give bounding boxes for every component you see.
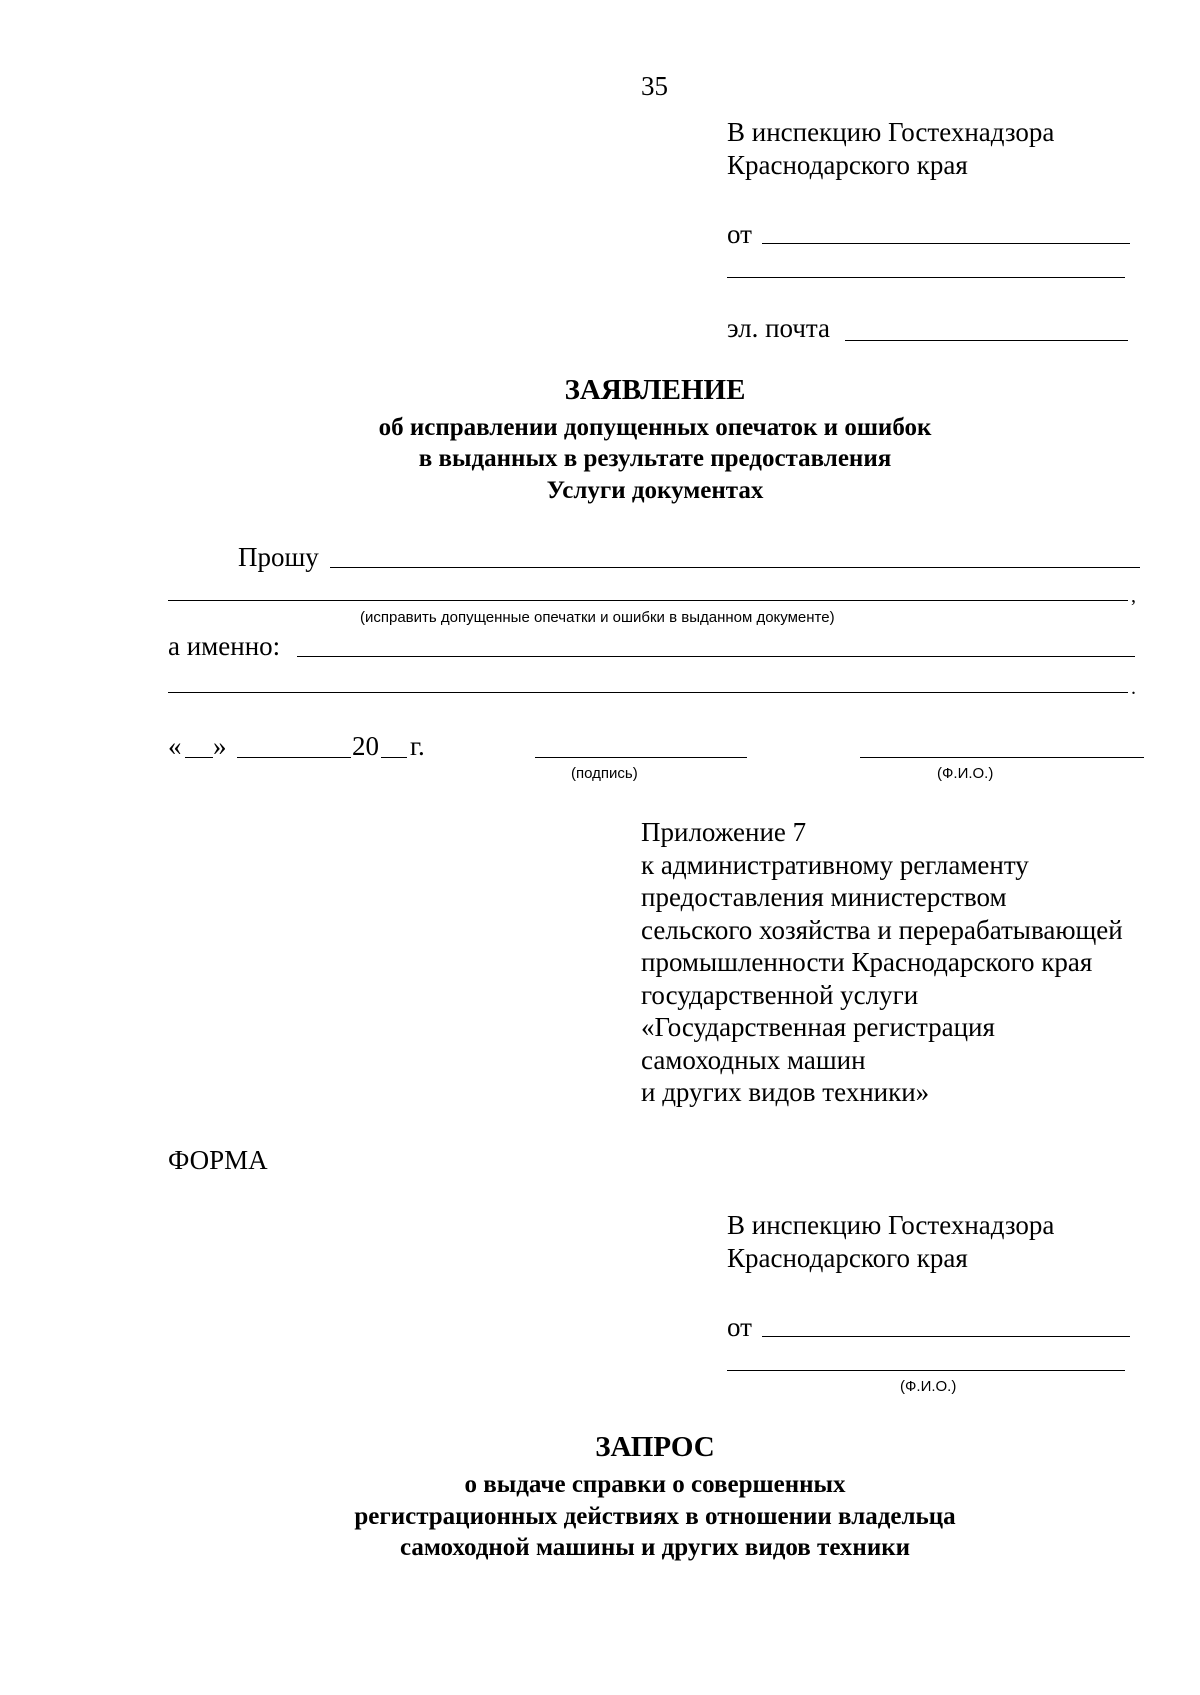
appendix-line: промышленности Краснодарского края (641, 947, 1093, 977)
appendix-line: и других видов техники» (641, 1077, 930, 1107)
fio-hint: (Ф.И.О.) (937, 765, 994, 782)
email-label: эл. почта (727, 313, 831, 343)
signature-hint: (подпись) (571, 765, 638, 782)
ask-line-1[interactable] (330, 567, 1140, 568)
appendix-line: сельского хозяйства и перерабатывающей (641, 914, 1123, 945)
application-title: ЗАЯВЛЕНИЕ (564, 374, 746, 406)
date-month-line[interactable] (237, 757, 351, 758)
from-name-line-2[interactable] (727, 277, 1125, 278)
namely-line-1[interactable] (297, 656, 1135, 657)
appendix-line: к административному регламенту (641, 849, 1029, 880)
ask-label: Прошу (238, 542, 319, 572)
request-subtitle-1: о выдаче справки о совершенных (464, 1471, 846, 1498)
appendix-line: самоходных машин (641, 1044, 866, 1075)
application-subtitle-3: Услуги документах (546, 477, 764, 504)
appendix-block (641, 816, 1123, 1109)
comma-mark: , (1131, 585, 1136, 607)
signature-line[interactable] (535, 757, 747, 758)
fio-2-hint: (Ф.И.О.) (900, 1378, 957, 1395)
application-subtitle-1: об исправлении допущенных опечаток и ошибок (378, 414, 932, 441)
from-2-name-line[interactable] (762, 1336, 1130, 1337)
addressee-2-line-1: В инспекцию Гостехнадзора (727, 1210, 1055, 1240)
email-line[interactable] (845, 340, 1128, 341)
appendix-line: «Государственная регистрация (641, 1012, 995, 1042)
request-subtitle-2: регистрационных действиях в отношении владельца (354, 1503, 956, 1530)
appendix-line: предоставления министерством (641, 882, 1007, 912)
request-title: ЗАПРОС (595, 1431, 715, 1463)
period-mark: . (1131, 677, 1136, 699)
from-name-line[interactable] (762, 243, 1130, 244)
ask-line-2[interactable] (168, 600, 1128, 601)
request-subtitle-3: самоходной машины и других видов техники (399, 1534, 911, 1561)
namely-label: а именно: (168, 631, 281, 661)
addressee-2-line-2: Краснодарского края (727, 1243, 968, 1273)
form-label: ФОРМА (168, 1145, 268, 1175)
ask-hint: (исправить допущенные опечатки и ошибки в выданном документе) (360, 609, 835, 626)
date-open-quote: « (168, 731, 182, 761)
from-2-name-line-2[interactable] (727, 1370, 1125, 1371)
appendix-line: Приложение 7 (641, 817, 807, 847)
application-subtitle-2: в выданных в результате предоставления (418, 445, 892, 472)
page-number: 35 (641, 71, 668, 101)
date-year-line[interactable] (381, 757, 407, 758)
date-close-quote: » (213, 731, 227, 761)
date-day-line[interactable] (185, 757, 213, 758)
date-year-prefix: 20 (352, 731, 379, 761)
from-2-label: от (727, 1312, 752, 1342)
addressee-line-2: Краснодарского края (727, 150, 968, 180)
date-year-suffix: г. (410, 731, 425, 761)
from-label: от (727, 219, 752, 249)
namely-line-2[interactable] (168, 692, 1128, 693)
addressee-line-1: В инспекцию Гостехнадзора (727, 117, 1055, 147)
fio-line[interactable] (860, 757, 1144, 758)
appendix-line: государственной услуги (641, 979, 919, 1010)
